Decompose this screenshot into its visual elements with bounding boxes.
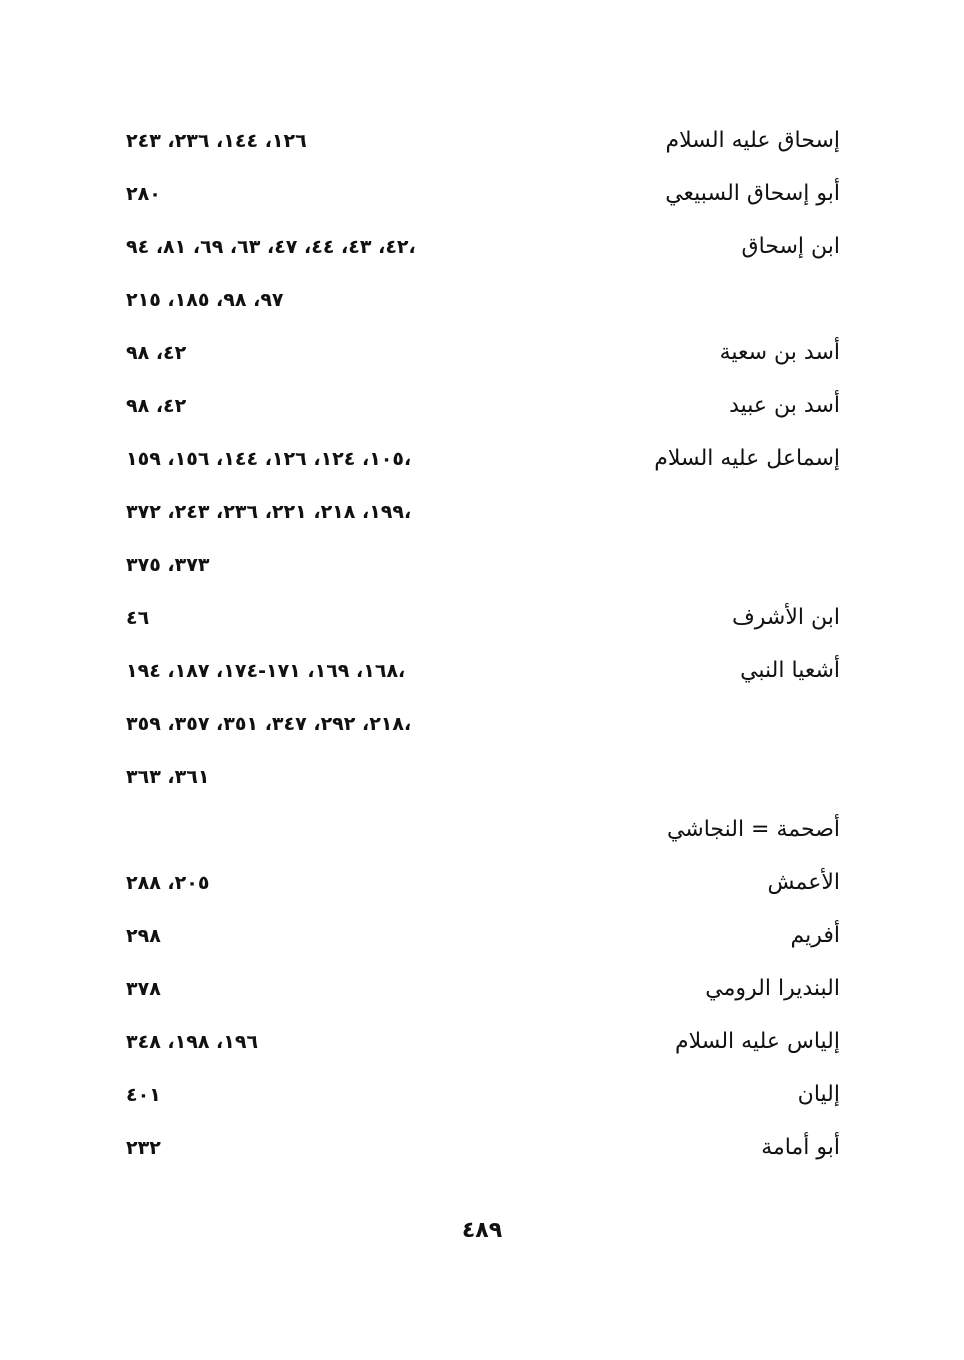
entry-pages: ٢٩٨ bbox=[126, 925, 161, 947]
index-entry-continuation bbox=[0, 491, 964, 544]
entry-pages: ٣٧٨ bbox=[126, 978, 161, 1000]
entry-name: إلياس عليه السلام bbox=[674, 1029, 840, 1054]
entry-pages: ١٩٦، ١٩٨، ٣٤٨ bbox=[126, 1031, 259, 1053]
index-entry bbox=[0, 862, 964, 915]
entry-name: إليان bbox=[797, 1082, 840, 1107]
index-entry bbox=[0, 968, 964, 1021]
entry-name: ابن الأشرف bbox=[731, 605, 840, 630]
entry-name: أفريم bbox=[790, 923, 840, 948]
entry-name: أبو أمامة bbox=[761, 1135, 840, 1160]
index-entry bbox=[0, 1021, 964, 1074]
entry-pages: ٤٠١ bbox=[126, 1084, 161, 1106]
index-entry-continuation bbox=[0, 703, 964, 756]
entry-name: ابن إسحاق bbox=[741, 234, 840, 259]
entry-pages: ١٩٩، ٢١٨، ٢٢١، ٢٣٦، ٢٤٣، ٣٧٢، bbox=[126, 501, 412, 523]
index-entry-continuation bbox=[0, 756, 964, 809]
entry-name: البنديرا الرومي bbox=[705, 976, 840, 1001]
index-entry bbox=[0, 120, 964, 173]
entry-pages: ٤٢، ٩٨ bbox=[126, 395, 187, 417]
index-entry bbox=[0, 650, 964, 703]
index-entry bbox=[0, 915, 964, 968]
entry-name: أصحمة = النجاشي bbox=[666, 817, 840, 842]
entry-pages: ٩٧، ٩٨، ١٨٥، ٢١٥ bbox=[126, 289, 284, 311]
index-entry bbox=[0, 597, 964, 650]
index-entry bbox=[0, 385, 964, 438]
entry-pages: ١٢٦، ١٤٤، ٢٣٦، ٢٤٣ bbox=[126, 130, 307, 152]
index-entry bbox=[0, 1127, 964, 1180]
entry-pages: ١٠٥، ١٢٤، ١٢٦، ١٤٤، ١٥٦، ١٥٩، bbox=[126, 448, 412, 470]
entry-name: أبو إسحاق السبيعي bbox=[665, 181, 840, 206]
index-entry bbox=[0, 438, 964, 491]
entry-name: إسحاق عليه السلام bbox=[665, 128, 840, 153]
entry-pages: ٣٧٣، ٣٧٥ bbox=[126, 554, 210, 576]
index-entry-continuation bbox=[0, 279, 964, 332]
entry-pages: ٢٣٢ bbox=[126, 1137, 161, 1159]
entry-pages: ٢٨٠ bbox=[126, 183, 161, 205]
index-entry-continuation bbox=[0, 544, 964, 597]
entry-pages: ٢٠٥، ٢٨٨ bbox=[126, 872, 210, 894]
entry-pages: ٣٦١، ٣٦٣ bbox=[126, 766, 210, 788]
page-number: ٤٨٩ bbox=[461, 1218, 503, 1243]
entry-pages: ٤٢، ٩٨ bbox=[126, 342, 187, 364]
entry-pages: ٤٢، ٤٣، ٤٤، ٤٧، ٦٣، ٦٩، ٨١، ٩٤، bbox=[126, 236, 416, 258]
entry-name: أسد بن سعية bbox=[719, 340, 840, 365]
entry-name: أسد بن عبيد bbox=[729, 393, 840, 418]
index-entry bbox=[0, 173, 964, 226]
entry-pages: ٤٦ bbox=[126, 607, 150, 629]
index-entry bbox=[0, 226, 964, 279]
index-entry bbox=[0, 332, 964, 385]
index-entry bbox=[0, 809, 964, 862]
index-entry bbox=[0, 1074, 964, 1127]
entry-name: أشعيا النبي bbox=[740, 658, 840, 683]
entry-pages: ٢١٨، ٢٩٢، ٣٤٧، ٣٥١، ٣٥٧، ٣٥٩، bbox=[126, 713, 412, 735]
entry-name: إسماعل عليه السلام bbox=[654, 446, 840, 471]
entry-name: الأعمش bbox=[767, 870, 840, 895]
index-list bbox=[0, 120, 964, 1180]
entry-pages: ١٦٨، ١٦٩، ١٧١-١٧٤، ١٨٧، ١٩٤، bbox=[126, 660, 406, 682]
